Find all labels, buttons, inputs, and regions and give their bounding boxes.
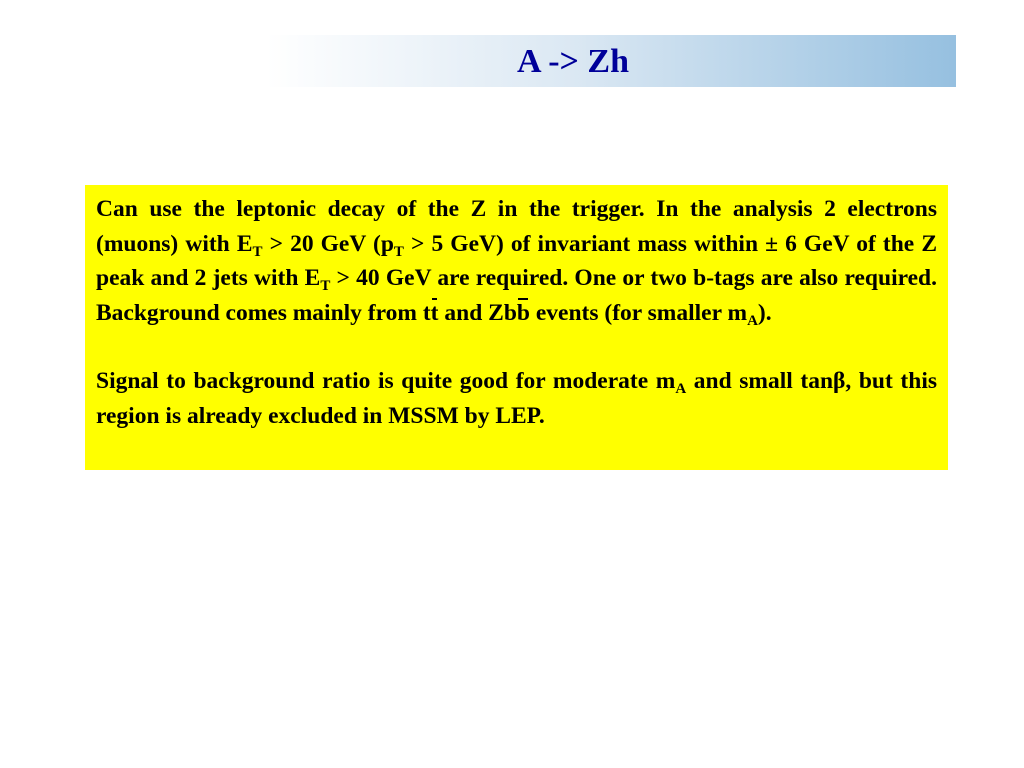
p1-sub-3: T [320, 278, 331, 294]
b-bar: b [517, 296, 530, 331]
paragraph-signal-ratio [96, 364, 937, 433]
text-box [85, 185, 948, 470]
p1-text-3: > 5 GeV) of invariant mass within ± 6 GeV of the Z peak and 2 jets with E [96, 230, 937, 291]
p1-sub-4: A [747, 312, 758, 329]
p2-text-1: Signal to background ratio is quite good for moderate m [96, 368, 676, 394]
p1-text-1: Can use the leptonic decay of the Z in the trigger. In the analysis 2 electrons (muons) with E [96, 196, 937, 257]
p1-text-2: > 20 GeV (p [262, 230, 394, 257]
p1-text-4: > 40 GeV are required. One or two b-tags are also required. Background comes mainly from t [96, 265, 937, 326]
paragraph-trigger-analysis [96, 192, 937, 330]
slide-title: A -> Zh [517, 43, 629, 80]
p1-sub-2: T [393, 243, 404, 260]
p2-text-2: and small tanβ, but this region is already excluded in MSSM by LEP. [96, 368, 937, 429]
p2-sub-1: A [675, 381, 687, 397]
p1-text-5: and Zb [438, 299, 517, 326]
p1-text-6: events (for smaller m [529, 299, 748, 326]
title-bar [190, 35, 956, 87]
p1-sub-1: T [252, 243, 263, 260]
t-bar: t [431, 296, 439, 331]
p1-text-7: ). [757, 299, 772, 326]
